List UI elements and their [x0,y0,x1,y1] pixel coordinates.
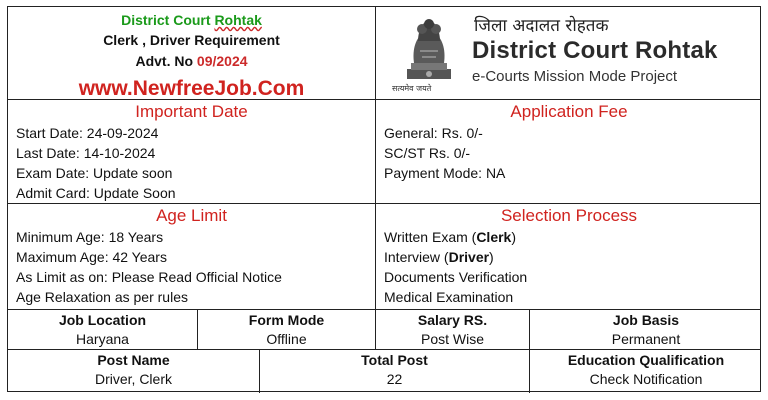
important-date-section [8,100,376,203]
minimum-age: Minimum Age: 18 Years [16,229,164,245]
salary-value: Post Wise [420,331,484,347]
website-link[interactable]: www.NewfreeJob.Com [78,77,305,100]
job-basis-value: Permanent [611,331,681,347]
court-subtitle: e-Courts Mission Mode Project [472,68,678,85]
age-as-on: As Limit as on: Please Read Official Notice [16,269,282,285]
payment-mode: Payment Mode: NA [384,165,506,181]
start-date: Start Date: 24-09-2024 [16,125,159,141]
job-location-value: Haryana [76,331,129,347]
header-text-block [8,7,376,99]
positions-line: Clerk , Driver Requirement [103,32,280,48]
application-fee-title: Application Fee [510,102,628,121]
interview: Interview (Driver) [384,249,494,265]
court-logo [386,9,746,95]
written-exam: Written Exam (Clerk) [384,229,517,245]
post-name-cell [8,350,260,393]
exam-date: Exam Date: Update soon [16,165,173,181]
recruitment-info-table [7,6,761,392]
admit-card-date: Admit Card: Update Soon [16,185,176,201]
application-fee-section [376,100,762,203]
age-selection-row [8,204,760,310]
documents-verification: Documents Verification [384,269,528,285]
post-name-value: Driver, Clerk [94,371,172,387]
education-cell [530,350,762,393]
court-name: District Court Rohtak [472,37,718,64]
total-post-value: 22 [386,371,403,387]
dates-fee-row [8,100,760,204]
job-basis-cell [530,310,762,349]
salary-label: Salary RS. [417,312,488,328]
age-relaxation: Age Relaxation as per rules [16,289,188,305]
job-basis-label: Job Basis [612,312,680,328]
medical-examination: Medical Examination [384,289,514,305]
advt-line: Advt. No 09/2024 [135,53,248,69]
education-label: Education Qualification [567,352,725,368]
last-date: Last Date: 14-10-2024 [16,145,156,161]
header-row [8,7,760,100]
court-hindi-title: जिला अदालत रोहतक [474,16,609,36]
form-mode-label: Form Mode [248,312,325,328]
job-info-row [8,310,760,350]
salary-cell [376,310,530,349]
post-info-row [8,350,760,393]
job-location-cell [8,310,198,349]
selection-process-title: Selection Process [500,206,638,225]
form-mode-value: Offline [266,331,307,347]
maximum-age: Maximum Age: 42 Years [16,249,167,265]
post-name-label: Post Name [97,352,170,368]
fee-sc-st: SC/ST Rs. 0/- [384,145,471,161]
total-post-cell [260,350,530,393]
age-limit-section [8,204,376,309]
emblem-motto: सत्यमेव जयते [392,84,432,93]
fee-general: General: Rs. 0/- [384,125,483,141]
education-value: Check Notification [589,371,703,387]
logo-block [376,7,762,99]
total-post-label: Total Post [361,352,428,368]
age-limit-title: Age Limit [156,206,227,225]
form-mode-cell [198,310,376,349]
important-date-title: Important Date [135,102,248,121]
selection-process-section [376,204,762,309]
org-line: District Court Rohtak [121,12,262,28]
job-location-label: Job Location [58,312,147,328]
advt-number: 09/2024 [196,53,248,69]
